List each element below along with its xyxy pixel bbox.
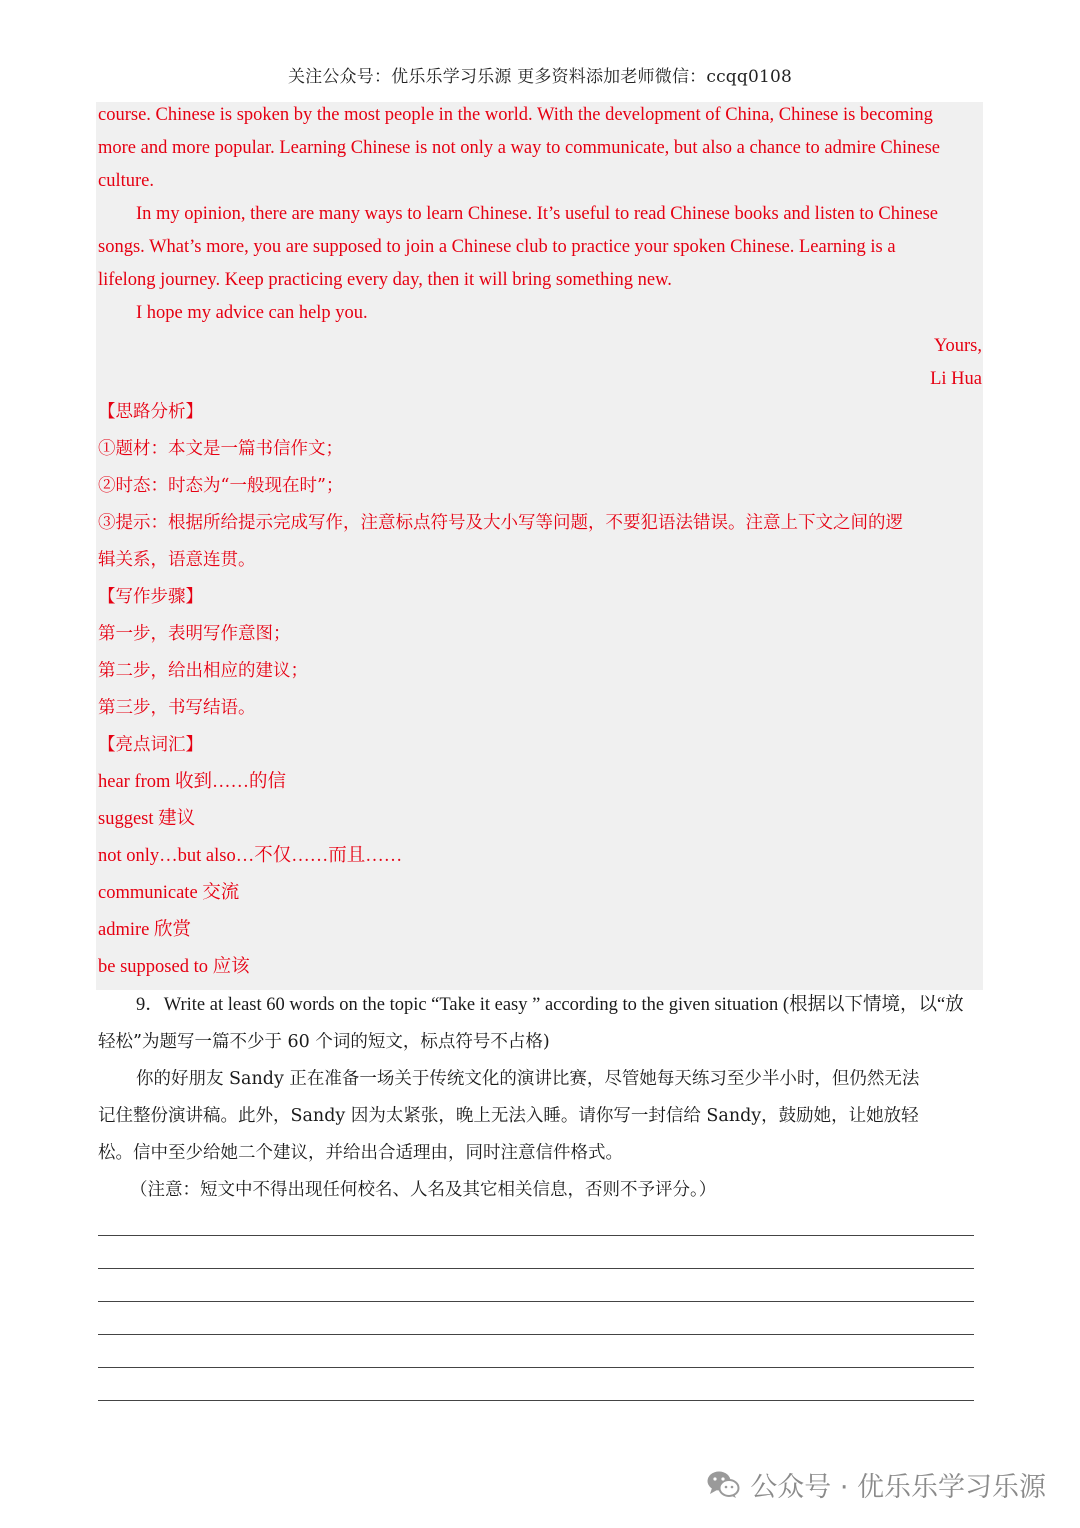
footer-text: 公众号 · 优乐乐学习乐源	[750, 1471, 1046, 1503]
writing-line[interactable]	[98, 1334, 974, 1335]
vocab-item: communicate 交流	[98, 883, 240, 903]
letter-signature: Li Hua	[930, 369, 982, 389]
question-paragraph: 松。信中至少给她二个建议，并给出合适理由，同时注意信件格式。	[98, 1143, 623, 1163]
vocab-item: suggest 建议	[98, 809, 196, 829]
vocab-item: not only…but also…不仅……而且……	[98, 846, 403, 866]
writing-line[interactable]	[98, 1367, 974, 1368]
vocab-item: be supposed to 应该	[98, 957, 250, 977]
answer-line: I hope my advice can help you.	[136, 303, 368, 323]
letter-closing: Yours,	[934, 336, 982, 356]
answer-line: course. Chinese is spoken by the most people in the world. With the development of China, Chinese is becoming	[98, 105, 933, 125]
analysis-item: ③提示：根据所给提示完成写作，注意标点符号及大小写等问题，不要犯语法错误。注意上下文之间的逻	[98, 513, 903, 533]
answer-line: more and more popular. Learning Chinese is not only a way to communicate, but also a chance to admire Chinese	[98, 138, 941, 158]
vocab-heading: 【亮点词汇】	[98, 735, 203, 755]
question-line: 9．Write at least 60 words on the topic “Take it easy ” according to the given situation (根据以下情境，以“放	[136, 995, 964, 1015]
vocab-item: admire 欣赏	[98, 920, 191, 940]
page-header: 关注公众号：优乐乐学习乐源 更多资料添加老师微信：ccqq0108	[287, 67, 793, 87]
vocab-item: hear from 收到……的信	[98, 772, 287, 792]
wechat-icon	[706, 1469, 740, 1499]
steps-heading: 【写作步骤】	[98, 587, 203, 607]
answer-line: culture.	[98, 171, 154, 191]
question-paragraph: 你的好朋友 Sandy 正在准备一场关于传统文化的演讲比赛，尽管她每天练习至少半小时，但仍然无法	[136, 1069, 920, 1089]
question-line: 轻松”为题写一篇不少于 60 个词的短文，标点符号不占格)	[98, 1032, 550, 1052]
footer-watermark	[706, 1464, 1046, 1504]
analysis-item: ②时态：时态为“一般现在时”；	[98, 476, 344, 496]
answer-line: In my opinion, there are many ways to learn Chinese. It’s useful to read Chinese books and listen to Chinese	[136, 204, 939, 224]
writing-line[interactable]	[98, 1235, 974, 1236]
writing-line[interactable]	[98, 1400, 974, 1401]
writing-line[interactable]	[98, 1301, 974, 1302]
step-item: 第三步，书写结语。	[98, 698, 256, 718]
answer-line: lifelong journey. Keep practicing every day, then it will bring something new.	[98, 270, 672, 290]
analysis-item: 辑关系，语意连贯。	[98, 550, 256, 570]
analysis-heading: 【思路分析】	[98, 402, 203, 422]
question-paragraph: 记住整份演讲稿。此外，Sandy 因为太紧张，晚上无法入睡。请你写一封信给 Sandy，鼓励她，让她放轻	[98, 1106, 919, 1126]
writing-line[interactable]	[98, 1268, 974, 1269]
step-item: 第二步，给出相应的建议；	[98, 661, 308, 681]
answer-line: songs. What’s more, you are supposed to join a Chinese club to practice your spoken Chinese. Learning is a	[98, 237, 896, 257]
step-item: 第一步，表明写作意图；	[98, 624, 291, 644]
question-note: （注意：短文中不得出现任何校名、人名及其它相关信息，否则不予评分。）	[130, 1180, 717, 1200]
analysis-item: ①题材：本文是一篇书信作文；	[98, 439, 343, 459]
